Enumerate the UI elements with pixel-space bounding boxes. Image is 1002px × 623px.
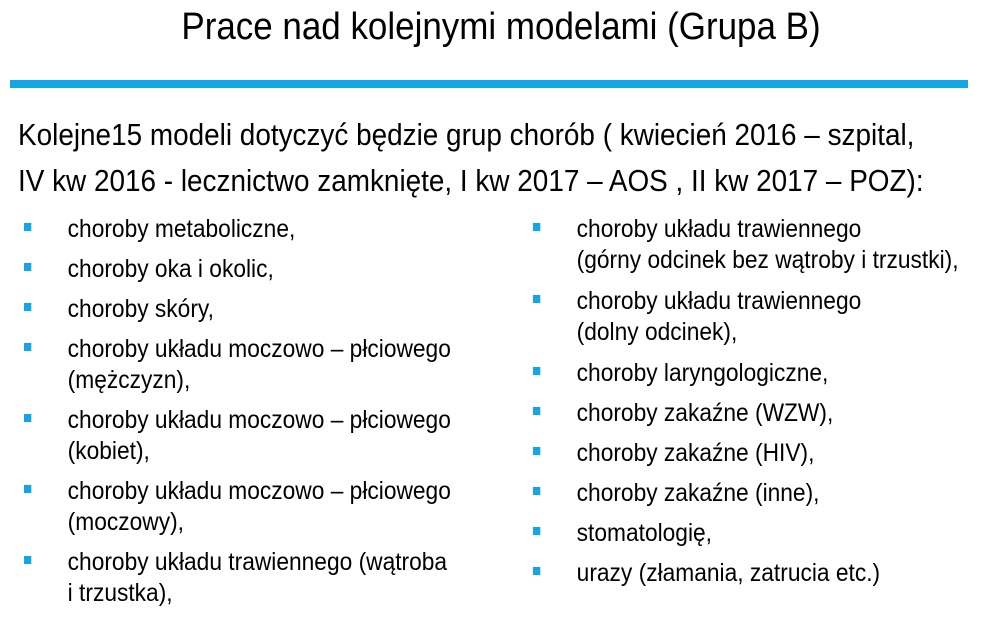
list-item	[24, 214, 452, 245]
list-item-text: choroby układu moczowo – płciowego	[67, 335, 451, 363]
square-bullet-icon	[533, 295, 540, 303]
list-item-text: choroby laryngologiczne,	[576, 359, 829, 387]
square-bullet-icon	[533, 447, 540, 455]
list-item-text: choroby układu trawiennego	[576, 287, 862, 315]
list-item-text: stomatologię,	[576, 519, 712, 547]
list-item-text-continued: (kobiet),	[67, 437, 150, 465]
list-item	[24, 294, 452, 325]
list-item-text: choroby metaboliczne,	[67, 215, 296, 243]
square-bullet-icon	[533, 407, 540, 415]
list-item-text: choroby skóry,	[67, 295, 214, 323]
list-item-text: choroby zakaźne (WZW),	[576, 399, 834, 427]
slide-title: Prace nad kolejnymi modelami (Grupa B)	[181, 6, 821, 48]
intro-line-1: Kolejne15 modeli dotyczyć będzie grup chorób ( kwiecień 2016 – szpital,	[18, 117, 915, 152]
square-bullet-icon	[24, 223, 31, 231]
list-item	[533, 558, 952, 589]
list-item	[533, 358, 952, 389]
list-item	[533, 478, 952, 509]
square-bullet-icon	[533, 223, 540, 231]
list-item-text-continued: i trzustka),	[67, 579, 173, 607]
title-underline-bar	[10, 80, 968, 88]
square-bullet-icon	[24, 303, 31, 311]
square-bullet-icon	[24, 263, 31, 271]
list-item-text: choroby zakaźne (HIV),	[576, 439, 815, 467]
list-item-text: choroby układu trawiennego	[576, 215, 862, 243]
square-bullet-icon	[24, 485, 31, 493]
square-bullet-icon	[24, 556, 31, 564]
list-item	[533, 286, 952, 348]
list-item	[24, 405, 452, 467]
list-item-text: choroby układu moczowo – płciowego	[67, 477, 451, 505]
list-item-text: choroby oka i okolic,	[67, 255, 274, 283]
square-bullet-icon	[533, 487, 540, 495]
list-item-text-continued: (moczowy),	[67, 508, 184, 536]
list-item	[533, 398, 952, 429]
list-item-text: choroby układu trawiennego (wątroba	[67, 548, 448, 576]
right-bullet-list	[533, 214, 993, 589]
intro-line-2: IV kw 2016 - lecznictwo zamknięte, I kw 2017 – AOS , II kw 2017 – POZ):	[18, 163, 924, 198]
list-item	[533, 214, 959, 276]
intro-paragraph	[18, 112, 924, 204]
list-item	[24, 547, 452, 609]
list-item	[533, 438, 952, 469]
list-item-text-continued: (dolny odcinek),	[576, 318, 738, 346]
list-item-text-continued: (mężczyzn),	[67, 366, 191, 394]
square-bullet-icon	[24, 414, 31, 422]
list-item	[24, 334, 452, 396]
list-item	[533, 518, 952, 549]
list-item-text: urazy (złamania, zatrucia etc.)	[576, 559, 881, 587]
list-item	[24, 254, 452, 285]
square-bullet-icon	[533, 567, 540, 575]
square-bullet-icon	[533, 527, 540, 535]
square-bullet-icon	[24, 343, 31, 351]
left-bullet-list	[24, 214, 494, 609]
list-item-text: choroby zakaźne (inne),	[576, 479, 820, 507]
list-item-text-continued: (górny odcinek bez wątroby i trzustki),	[576, 246, 959, 274]
list-item	[24, 476, 452, 538]
list-item-text: choroby układu moczowo – płciowego	[67, 406, 451, 434]
square-bullet-icon	[533, 367, 540, 375]
